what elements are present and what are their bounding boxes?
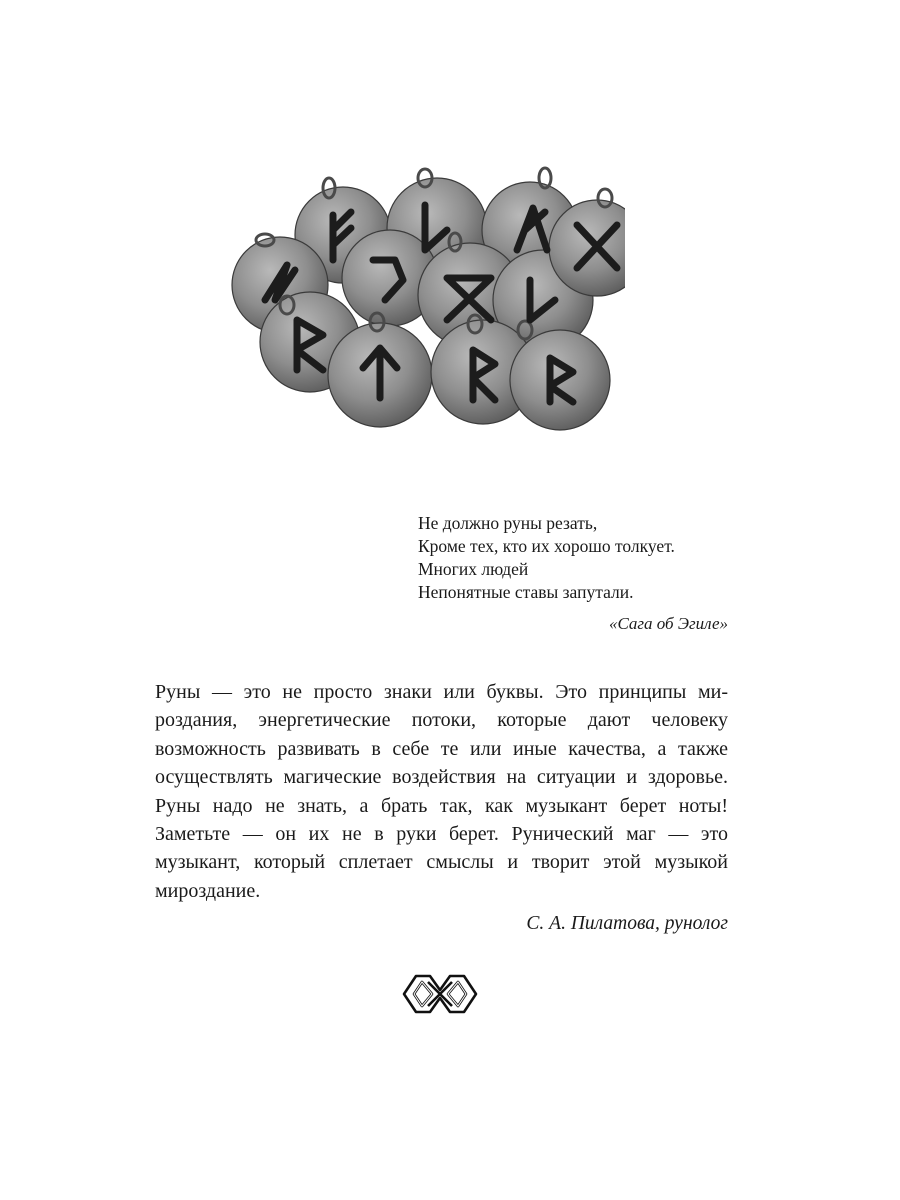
epigraph-line: Не должно руны резать, bbox=[418, 513, 598, 533]
rune-pendants-illustration bbox=[225, 150, 625, 440]
epigraph-source: «Сага об Эгиле» bbox=[608, 614, 728, 633]
epigraph-line: Многих людей bbox=[418, 559, 529, 579]
epigraph-line: Непонятные ставы запутали. bbox=[418, 582, 634, 602]
main-text bbox=[155, 678, 728, 935]
celtic-knot-icon bbox=[400, 970, 480, 1018]
epigraph-line: Кроме тех, кто их хорошо толкует. bbox=[418, 536, 675, 556]
body-paragraph: Руны — это не просто знаки или буквы. Это принципы мироздания, энергетические потоки, которые дают человеку возможность развивать в себе те или иные качества, а также осуществлять магические воздействия на ситуации и здоровье. Руны надо не знать, а брать так, как музыкант берет ноты! Заметьте — он их не в руки берет. Рунический маг — это музыкант, который сплетает смыслы и творит этой музыкой мироздание. bbox=[155, 681, 728, 902]
quote-author: С. А. Пилатова, рунолог bbox=[526, 913, 728, 935]
epigraph bbox=[418, 512, 738, 634]
